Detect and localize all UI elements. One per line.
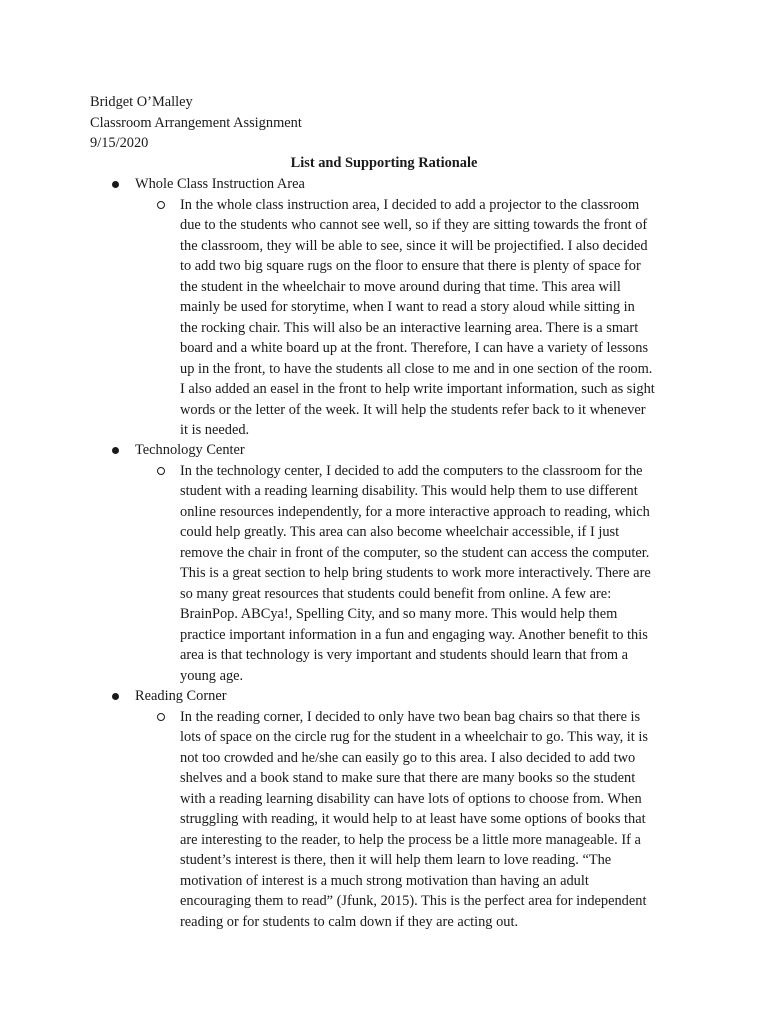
bullet-item <box>0 174 768 195</box>
hollow-bullet-icon <box>157 467 165 475</box>
filled-bullet-icon <box>112 181 119 188</box>
paragraph-line: reading or for students to calm down if they are acting out. <box>180 913 519 930</box>
paragraph-line: to add two big square rugs on the floor to ensure that there is plenty of space for <box>180 258 641 274</box>
paragraph-line: area is that technology is very important and students should learn that from a <box>180 647 628 663</box>
paragraph-line: with a reading learning disability can have lots of options to choose from. When <box>180 790 642 807</box>
paragraph-line: lots of space on the circle rug for the student in a wheelchair to go. This way, it is <box>180 729 648 745</box>
paragraph-line: board and a white board up at the front. Therefore, I can have a variety of lessons <box>180 340 649 356</box>
paragraph-line: I also added an easel in the front to help write important information, such as sight <box>180 381 655 397</box>
hollow-bullet-icon <box>157 201 165 209</box>
filled-bullet-icon <box>112 447 119 454</box>
section-heading: Reading Corner <box>135 688 227 704</box>
section-paragraph <box>180 461 680 687</box>
paragraph-line: In the technology center, I decided to add the computers to the classroom for the <box>180 462 643 479</box>
section-reading-corner <box>0 686 768 932</box>
section-whole-class <box>0 174 768 441</box>
document-date: 9/15/2020 <box>90 135 149 151</box>
document-header <box>90 92 302 154</box>
paragraph-line: the classroom, they will be able to see, since it will be projectified. I also decided <box>180 237 648 254</box>
paragraph-line: young age. <box>180 667 244 684</box>
paragraph-line: online resources independently, for a more interactive approach to reading, which <box>180 503 650 520</box>
paragraph-line: practice important information in a fun and engaging way. Another benefit to this <box>180 626 648 643</box>
bullet-item <box>0 440 768 461</box>
paragraph-line: In the whole class instruction area, I decided to add a projector to the classroom <box>180 196 640 213</box>
paragraph-line: the student in the wheelchair to move around during that time. This area will <box>180 278 621 295</box>
paragraph-line: motivation of interest is a much strong motivation than having an adult <box>180 872 589 889</box>
paragraph-line: up in the front, to have the students all close to me and in one section of the room. <box>180 360 653 377</box>
hollow-bullet-icon <box>157 713 165 721</box>
section-technology <box>0 440 768 686</box>
paragraph-line: student’s interest is there, then it will help them learn to love reading. “The <box>180 852 612 868</box>
paragraph-line: shelves and a book stand to make sure that there are many books so the student <box>180 770 636 786</box>
paragraph-line: In the reading corner, I decided to only have two bean bag chairs so that there is <box>180 708 641 725</box>
paragraph-line: due to the students who cannot see well, so if they are sitting towards the front of <box>180 217 648 233</box>
paragraph-line: mainly be used for storytime, when I want to read a story aloud while sitting in <box>180 299 635 315</box>
sub-bullet-item <box>0 195 768 441</box>
section-paragraph <box>180 707 680 933</box>
paragraph-line: student with a reading learning disability. This would help them to use different <box>180 483 638 499</box>
paragraph-line: not too crowded and he/she can easily go to this area. I also decided to add two <box>180 749 636 766</box>
assignment-title: Classroom Arrangement Assignment <box>90 114 302 131</box>
paragraph-line: so many great resources that students could benefit from online. A few are: <box>180 585 612 602</box>
paragraph-line: are interesting to the reader, to help the process be a little more manageable. If a <box>180 831 641 848</box>
paragraph-line: This is a great section to help bring students to work more interactively. There are <box>180 565 651 581</box>
page-title: List and Supporting Rationale <box>290 155 478 171</box>
section-heading: Whole Class Instruction Area <box>135 176 305 192</box>
section-heading: Technology Center <box>135 442 245 458</box>
paragraph-line: words or the letter of the week. It will help the students refer back to it whenever <box>180 401 646 418</box>
paragraph-line: the rocking chair. This will also be an interactive learning area. There is a smart <box>180 319 639 336</box>
sub-bullet-item <box>0 707 768 933</box>
author-name: Bridget O’Malley <box>90 94 193 110</box>
paragraph-line: encouraging them to read” (Jfunk, 2015). This is the perfect area for independent <box>180 893 647 909</box>
paragraph-line: struggling with reading, it would help to at least have some options of books that <box>180 811 646 827</box>
section-paragraph <box>180 195 680 441</box>
bullet-item <box>0 686 768 707</box>
paragraph-line: BrainPop. ABCya!, Spelling City, and so many more. This would help them <box>180 606 618 622</box>
sub-bullet-item <box>0 461 768 687</box>
paragraph-line: could help greatly. This area can also become wheelchair accessible, if I just <box>180 524 620 540</box>
filled-bullet-icon <box>112 693 119 700</box>
paragraph-line: remove the chair in front of the computer, so the student can access the computer. <box>180 544 650 561</box>
paragraph-line: it is needed. <box>180 422 250 438</box>
